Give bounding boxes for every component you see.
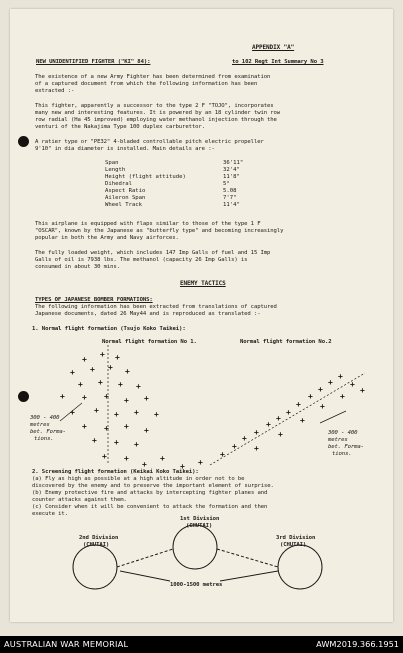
division-circle-1st	[173, 525, 217, 569]
division-diagram	[50, 519, 350, 609]
document-page: APPENDIX "A" NEW UNIDENTIFIED FIGHTER ("KI" 84): to 102 Regt Int Summary No 3 The existence of a new Army Fighter has been determined from examination of a captured document from which the following information has been extracted :- This fighter, apparently a successor to the type 2 F "TOJO", incorporates many new and interesting features. It is powered by an 18 cylinder twin row row radial (Ha 45 improved) employing water methanol injection through the venturi of the Nakajima Type 100 duplex carburettor. A ratier type or "PE32" 4-bladed controllable pitch electric propeller 9'10" in dia diameter is installed. Main details are :- Span 36'11" Length 32'4" Height (flight attitude) 11'8" Dihedral 5° Aspect Ratio 5.08 Aileron Span 7'7" Wheel Track 11'4" This airplane is equipped with flaps similar to those of the type 1 F "OSCAR", known by the Japanese as "butterfly type" and becoming increasingly popular in both the Army and Navy airforces. The fully loaded weight, which includes 147 Imp Galls of fuel and 15 Imp Galls of oil is 7938 lbs. The methanol (capacity 26 Imp Galls) is consumed in about 30 mins. ENEMY TACTICS TYPES OF JAPANESE BOMBER FORMATIONS: The following information has been extracted from translations of captured Japanese documents, dated 26 May44 and is reproduced as translated :- 1. Normal flight formation (Tsujo Koko Taikei): + + + + + + + + + + + + + + + + + + + + + + + + + + + + + + + + + + + + + + + + + + + + + + + + + + + + + Normal flight formation No 1. Normal flight formation No.2 300 - 400 metres bet. Forma- tions. 300 - 400 metres bet. Forma- tions. 2. Screening flight formation (Keikai Koko Taikei): (a) Fly as high as possible at a high altitude in order not to be discovered by the enemy and to preserve the important element of surprise. (b) Enemy protective fire and attacks by intercepting fighter planes and counter attacks against them. (c) Consider when it will be convenient to attack the formation and then execute it. 1st Division (CHUTAI) 2nd Division (CHUTAI) 3rd Division (CHUTAI) 1000-1500 metres	[10, 9, 393, 622]
svg-text:+: +	[308, 392, 313, 401]
svg-text:+: +	[98, 378, 103, 387]
svg-text:+: +	[254, 428, 259, 437]
svg-text:+: +	[78, 380, 83, 389]
section-screening-formation: 2. Screening flight formation (Keikai Koko Taikei):	[32, 469, 199, 475]
svg-text:+: +	[254, 444, 259, 453]
svg-text:+: +	[338, 372, 343, 381]
svg-text:+: +	[115, 353, 120, 362]
summary-ref: to 102 Regt Int Summary No 3	[232, 59, 324, 65]
svg-text:+: +	[300, 416, 305, 425]
svg-text:+: +	[124, 422, 129, 431]
svg-text:+: +	[278, 430, 283, 439]
svg-text:+: +	[70, 408, 75, 417]
dist-line	[217, 549, 278, 567]
svg-text:+: +	[154, 410, 159, 419]
svg-text:+: +	[134, 440, 139, 449]
svg-text:+: +	[94, 406, 99, 415]
svg-text:+: +	[198, 458, 203, 467]
formation-1-label: Normal flight formation No 1.	[102, 339, 197, 345]
svg-text:+: +	[136, 382, 141, 391]
svg-text:+: +	[92, 436, 97, 445]
division-circle-3rd	[278, 545, 322, 589]
svg-text:+: +	[318, 385, 323, 394]
svg-text:+: +	[125, 367, 130, 376]
svg-text:+: +	[70, 368, 75, 377]
svg-text:+: +	[82, 355, 87, 364]
svg-text:+: +	[144, 426, 149, 435]
svg-text:+: +	[242, 434, 247, 443]
svg-text:+: +	[124, 454, 129, 463]
section-normal-formation: 1. Normal flight formation (Tsujo Koko Taikei):	[32, 326, 186, 332]
dist-arrow	[220, 571, 278, 581]
svg-text:+: +	[266, 420, 271, 429]
division-circle-2nd	[73, 545, 117, 589]
svg-text:+: +	[142, 460, 147, 469]
appendix-label: APPENDIX "A"	[252, 44, 295, 51]
svg-text:+: +	[144, 394, 149, 403]
svg-text:+: +	[276, 414, 281, 423]
svg-text:+: +	[60, 392, 65, 401]
svg-text:+: +	[104, 392, 109, 401]
footer-bar	[0, 636, 403, 653]
dist-arrow	[120, 571, 170, 581]
svg-text:+: +	[180, 462, 185, 471]
svg-text:+: +	[104, 424, 109, 433]
footer-id: AWM2019.366.1951	[316, 639, 399, 649]
svg-text:+: +	[232, 442, 237, 451]
svg-text:+: +	[82, 422, 87, 431]
svg-text:+: +	[108, 363, 113, 372]
svg-text:+: +	[328, 378, 333, 387]
svg-text:+: +	[340, 392, 345, 401]
svg-text:+: +	[286, 408, 291, 417]
svg-text:+: +	[100, 350, 105, 359]
aircraft-plus-marks	[60, 350, 365, 471]
svg-text:+: +	[350, 380, 355, 389]
svg-text:+: +	[220, 450, 225, 459]
svg-text:+: +	[114, 438, 119, 447]
svg-text:+: +	[134, 408, 139, 417]
svg-text:+: +	[320, 402, 325, 411]
enemy-tactics-heading: ENEMY TACTICS	[180, 280, 226, 287]
svg-text:+: +	[160, 454, 165, 463]
punch-hole	[18, 136, 29, 147]
formation-2-label: Normal flight formation No.2	[240, 339, 332, 345]
fighter-title: NEW UNIDENTIFIED FIGHTER ("KI" 84):	[36, 59, 151, 65]
svg-text:+: +	[82, 393, 87, 402]
svg-text:+: +	[114, 410, 119, 419]
bomber-formations-heading: TYPES OF JAPANESE BOMBER FORMATIONS:	[35, 297, 153, 303]
distance-label: 1000-1500 metres	[170, 582, 223, 588]
svg-text:+: +	[102, 452, 107, 461]
footer-org: AUSTRALIAN WAR MEMORIAL	[4, 639, 129, 649]
dist-line	[117, 549, 173, 567]
svg-text:+: +	[296, 400, 301, 409]
svg-text:+: +	[124, 396, 129, 405]
svg-text:+: +	[90, 365, 95, 374]
svg-text:+: +	[118, 380, 123, 389]
svg-text:+: +	[360, 386, 365, 395]
